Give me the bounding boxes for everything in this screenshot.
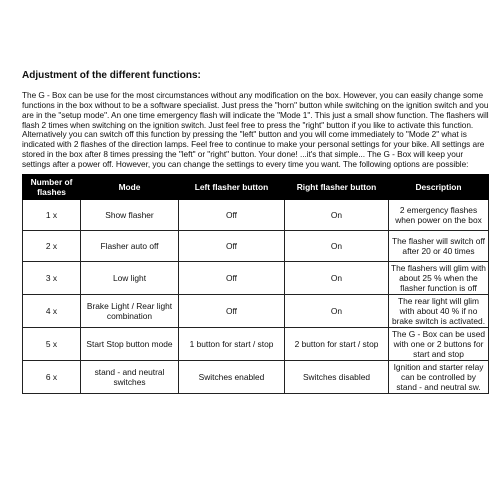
cell-flashes: 3 x	[23, 261, 81, 294]
table-row	[23, 261, 489, 294]
cell-right-button: 2 button for start / stop	[285, 327, 389, 360]
cell-mode: Low light	[81, 261, 179, 294]
cell-left-button: 1 button for start / stop	[179, 327, 285, 360]
header-mode: Mode	[81, 174, 179, 199]
cell-mode: Flasher auto off	[81, 230, 179, 261]
cell-right-button: Switches disabled	[285, 360, 389, 393]
cell-right-button: On	[285, 261, 389, 294]
cell-flashes: 2 x	[23, 230, 81, 261]
cell-description: Ignition and starter relay can be controlled by stand - and neutral sw.	[389, 360, 489, 393]
intro-paragraph: The G - Box can be use for the most circumstances without any modification on the box. However, you can easily change some functions in the box without to be a software specialist. Just press the "horn" button while switching on the ignition switch and you are in the "setup mode". An one time emergency flash will indicate the "Mode 1". This just a small show function. The flashers will flash 2 times when switching on the ignition switch. Just feel free to press the "right" button if you like to activate this function. Alternatively you can switch off this function by pressing the "left" button and you will come immediately to "Mode 2" what is indicated with 2 flashes of the direction lamps. Feel free to continue to make your personal settings for your bike. All settings are stored in the box after 8 times pressing the "left" or "right" button. Your done! ...it's that simple... The G - Box will keep your settings after a power off. However, you can change the settings to every time you want. The following options are possible:	[22, 90, 489, 169]
table-row	[23, 294, 489, 327]
functions-table	[22, 174, 489, 394]
cell-flashes: 6 x	[23, 360, 81, 393]
header-description: Description	[389, 174, 489, 199]
cell-description: The rear light will glim with about 40 % if no brake switch is activated.	[389, 294, 489, 327]
table-row	[23, 360, 489, 393]
cell-mode: Brake Light / Rear light combination	[81, 294, 179, 327]
cell-right-button: On	[285, 199, 389, 230]
cell-description: The flashers will glim with about 25 % when the flasher function is off	[389, 261, 489, 294]
header-left-flasher-button: Left flasher button	[179, 174, 285, 199]
table-row	[23, 327, 489, 360]
cell-description: The flasher will switch off after 20 or 40 times	[389, 230, 489, 261]
header-number-of-flashes: Number of flashes	[23, 174, 81, 199]
table-header-row	[23, 174, 489, 199]
cell-flashes: 4 x	[23, 294, 81, 327]
cell-right-button: On	[285, 294, 389, 327]
cell-right-button: On	[285, 230, 389, 261]
table-row	[23, 230, 489, 261]
cell-left-button: Off	[179, 230, 285, 261]
document-page	[22, 70, 490, 394]
cell-flashes: 1 x	[23, 199, 81, 230]
cell-mode: Start Stop button mode	[81, 327, 179, 360]
table-row	[23, 199, 489, 230]
cell-mode: Show flasher	[81, 199, 179, 230]
cell-left-button: Off	[179, 294, 285, 327]
cell-left-button: Off	[179, 199, 285, 230]
header-right-flasher-button: Right flasher button	[285, 174, 389, 199]
cell-flashes: 5 x	[23, 327, 81, 360]
section-heading: Adjustment of the different functions:	[22, 70, 201, 81]
cell-mode: stand - and neutral switches	[81, 360, 179, 393]
cell-description: The G - Box can be used with one or 2 buttons for start and stop	[389, 327, 489, 360]
cell-description: 2 emergency flashes when power on the box	[389, 199, 489, 230]
cell-left-button: Switches enabled	[179, 360, 285, 393]
cell-left-button: Off	[179, 261, 285, 294]
